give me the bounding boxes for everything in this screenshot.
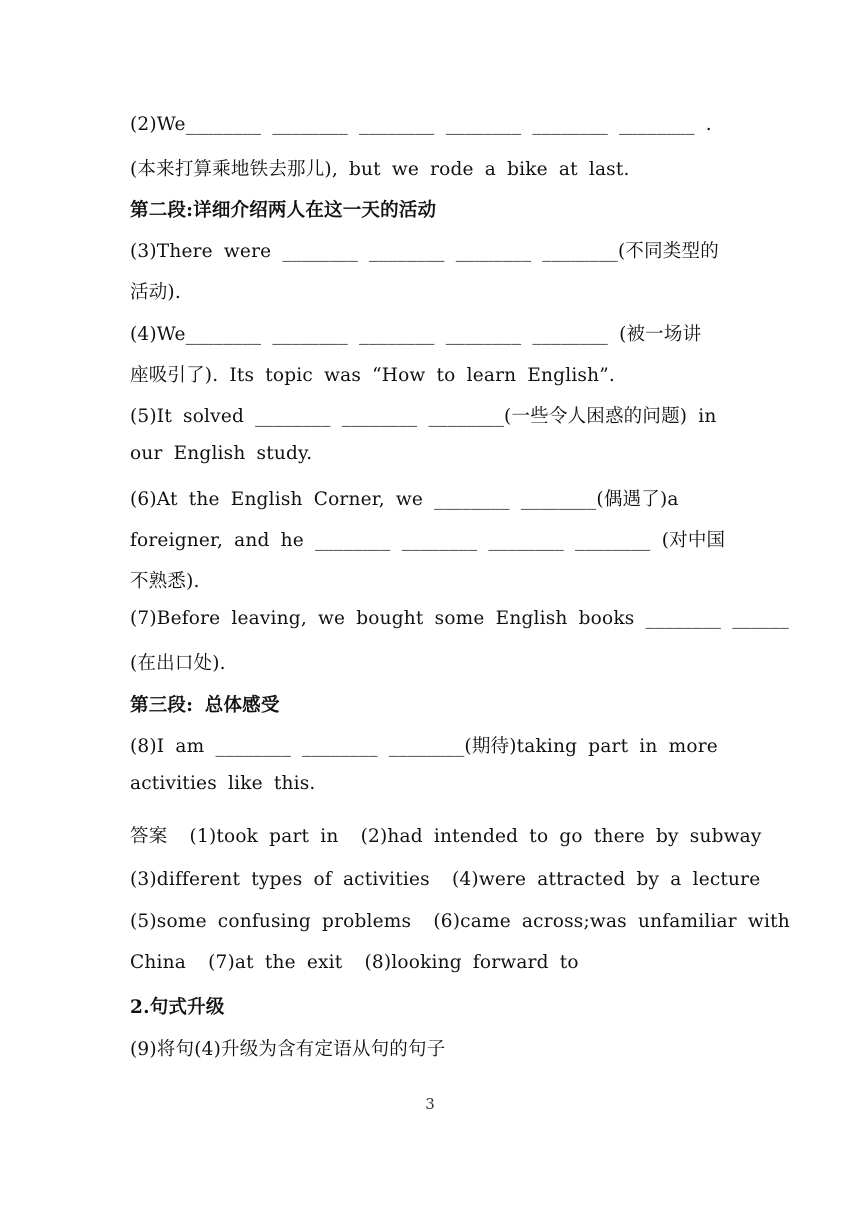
exercise-line-3b: 活动). — [130, 282, 181, 303]
section-heading-3: 第三段: 总体感受 — [130, 695, 280, 716]
section-heading-sentence-upgrade: 2.句式升级 — [130, 997, 225, 1018]
exercise-line-3a: (3)There were ________ ________ ________ ________(不同类型的 — [130, 241, 719, 262]
exercise-line-7a: (7)Before leaving, we bought some English books ________ ______ — [130, 608, 789, 629]
exercise-line-2a: (2)We________ ________ ________ ________ ________ ________ . — [130, 114, 712, 135]
exercise-line-9: (9)将句(4)升级为含有定语从句的句子 — [130, 1039, 446, 1060]
answer-line-3: (5)some confusing problems (6)came across;was unfamiliar with — [130, 911, 790, 932]
exercise-line-8b: activities like this. — [130, 773, 316, 794]
exercise-line-7b: (在出口处). — [130, 653, 226, 674]
exercise-line-8a: (8)I am ________ ________ ________(期待)taking part in more — [130, 736, 718, 757]
answer-line-4: China (7)at the exit (8)looking forward to — [130, 952, 579, 973]
exercise-line-4a: (4)We________ ________ ________ ________ ________ (被一场讲 — [130, 324, 702, 345]
exercise-line-2b: (本来打算乘地铁去那儿), but we rode a bike at last. — [130, 159, 630, 180]
answer-line-2: (3)different types of activities (4)were attracted by a lecture — [130, 869, 761, 890]
exercise-line-5b: our English study. — [130, 443, 313, 464]
exercise-line-5a: (5)It solved ________ ________ ________(一些令人困惑的问题) in — [130, 406, 717, 427]
section-heading-2: 第二段:详细介绍两人在这一天的活动 — [130, 200, 437, 221]
exercise-line-6c: 不熟悉). — [130, 571, 200, 592]
page-number: 3 — [425, 1095, 435, 1113]
exercise-line-6b: foreigner, and he ________ ________ ________ ________ (对中国 — [130, 530, 726, 551]
exercise-line-6a: (6)At the English Corner, we ________ ________(偶遇了)a — [130, 489, 679, 510]
exercise-line-4b: 座吸引了). Its topic was “How to learn English”. — [130, 365, 615, 386]
answer-line-1: 答案 (1)took part in (2)had intended to go there by subway — [130, 826, 762, 847]
